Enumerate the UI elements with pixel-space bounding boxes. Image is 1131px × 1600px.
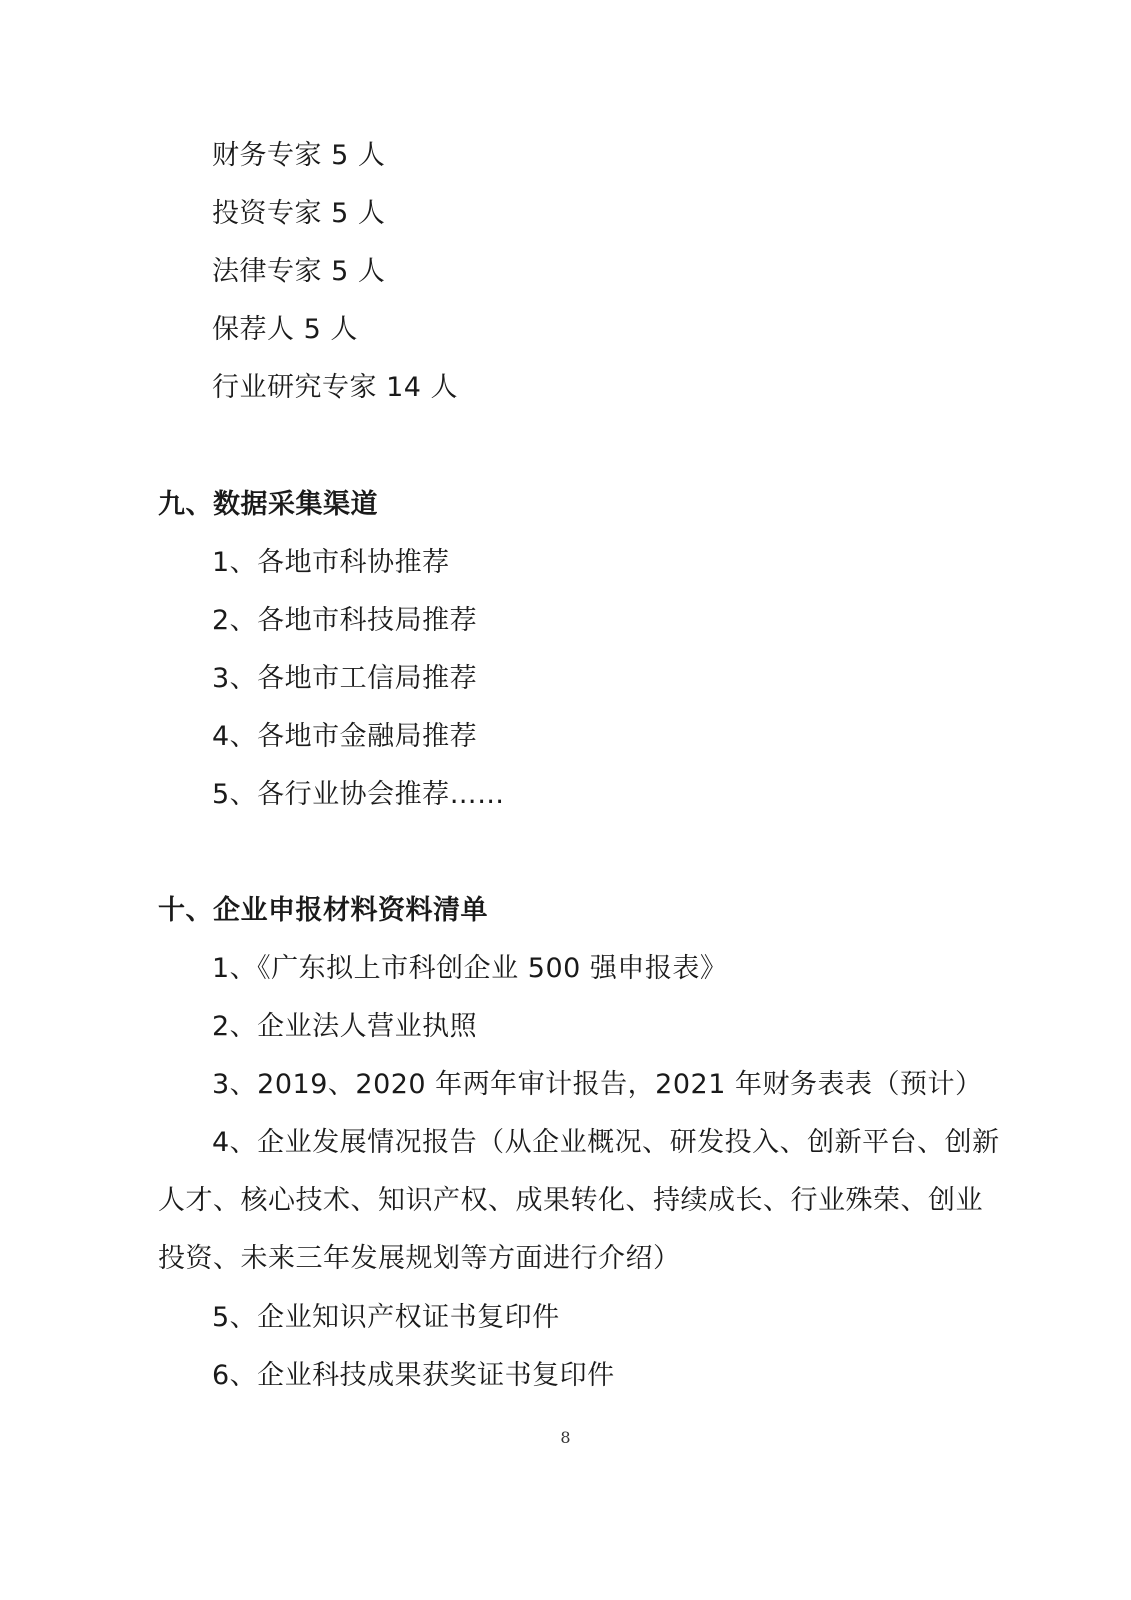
list-item: 5、各行业协会推荐…… (212, 779, 505, 810)
list-item-continuation: 人才、核心技术、知识产权、成果转化、持续成长、行业殊荣、创业 (158, 1185, 983, 1216)
section-heading: 十、企业申报材料资料清单 (158, 895, 488, 926)
list-item-continuation: 投资、未来三年发展规划等方面进行介绍） (158, 1243, 681, 1274)
list-item: 4、各地市金融局推荐 (212, 721, 478, 752)
page-number: 8 (560, 1428, 571, 1447)
list-item: 投资专家 5 人 (212, 198, 386, 229)
list-item: 保荐人 5 人 (212, 314, 358, 345)
list-item: 3、2019、2020 年两年审计报告，2021 年财务表表（预计） (212, 1069, 983, 1100)
list-item: 3、各地市工信局推荐 (212, 663, 478, 694)
list-item: 2、企业法人营业执照 (212, 1011, 478, 1042)
list-item: 6、企业科技成果获奖证书复印件 (212, 1360, 615, 1391)
list-item: 1、各地市科协推荐 (212, 547, 450, 578)
list-item: 2、各地市科技局推荐 (212, 605, 478, 636)
list-item: 财务专家 5 人 (212, 140, 386, 171)
list-item: 5、企业知识产权证书复印件 (212, 1302, 560, 1333)
section-heading: 九、数据采集渠道 (158, 489, 378, 520)
list-item: 4、企业发展情况报告（从企业概况、研发投入、创新平台、创新 (212, 1127, 1000, 1158)
list-item: 行业研究专家 14 人 (212, 372, 459, 403)
list-item: 法律专家 5 人 (212, 256, 386, 287)
list-item: 1、《广东拟上市科创企业 500 强申报表》 (212, 953, 728, 984)
